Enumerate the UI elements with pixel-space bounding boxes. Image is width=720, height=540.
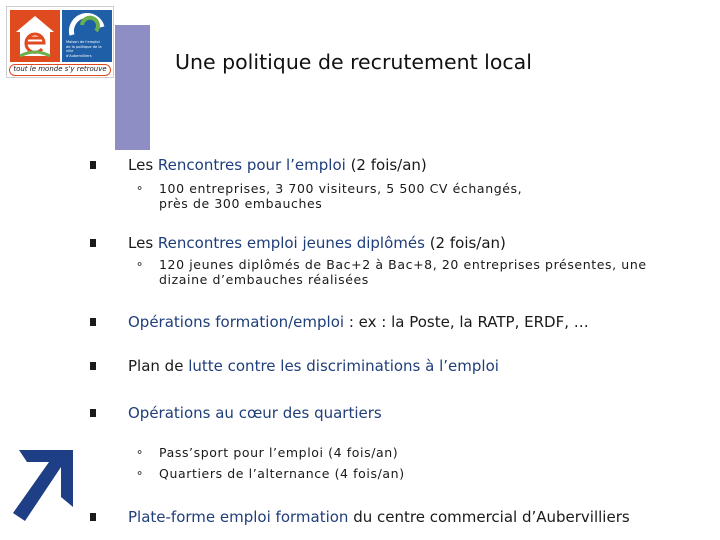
logo-tagline: tout le monde s'y retrouve	[9, 64, 111, 76]
square-bullet-icon	[90, 362, 96, 370]
square-bullet-icon	[90, 513, 96, 521]
item-text: Les Rencontres emploi jeunes diplômés (2 fois/an)	[128, 234, 506, 252]
logo-blue-panel	[62, 10, 112, 62]
item-text: Plate-forme emploi formation du centre commercial d’Aubervilliers	[128, 508, 630, 526]
logo-org-text: Maison de l'emploi de la politique de la ville d'Aubervilliers	[66, 40, 102, 58]
circle-arrow-icon: ⚬	[135, 258, 145, 271]
house-e-logo-icon	[10, 10, 60, 62]
item-text: Opérations au cœur des quartiers	[128, 404, 382, 422]
square-bullet-icon	[90, 161, 96, 169]
square-bullet-icon	[90, 239, 96, 247]
up-right-arrow-icon	[5, 445, 77, 530]
organization-logo	[6, 6, 114, 78]
page-title: Une politique de recrutement local	[175, 50, 532, 74]
square-bullet-icon	[90, 409, 96, 417]
swirl-logo-icon	[68, 13, 106, 37]
item-text: Plan de lutte contre les discriminations à l’emploi	[128, 357, 499, 375]
item-text: Les Rencontres pour l’emploi (2 fois/an)	[128, 156, 427, 174]
circle-arrow-icon: ⚬	[135, 446, 145, 459]
decorative-purple-bar	[115, 25, 150, 150]
square-bullet-icon	[90, 318, 96, 326]
circle-arrow-icon: ⚬	[135, 467, 145, 480]
circle-arrow-icon: ⚬	[135, 182, 145, 195]
item-text: Opérations formation/emploi : ex : la Poste, la RATP, ERDF, …	[128, 313, 589, 331]
